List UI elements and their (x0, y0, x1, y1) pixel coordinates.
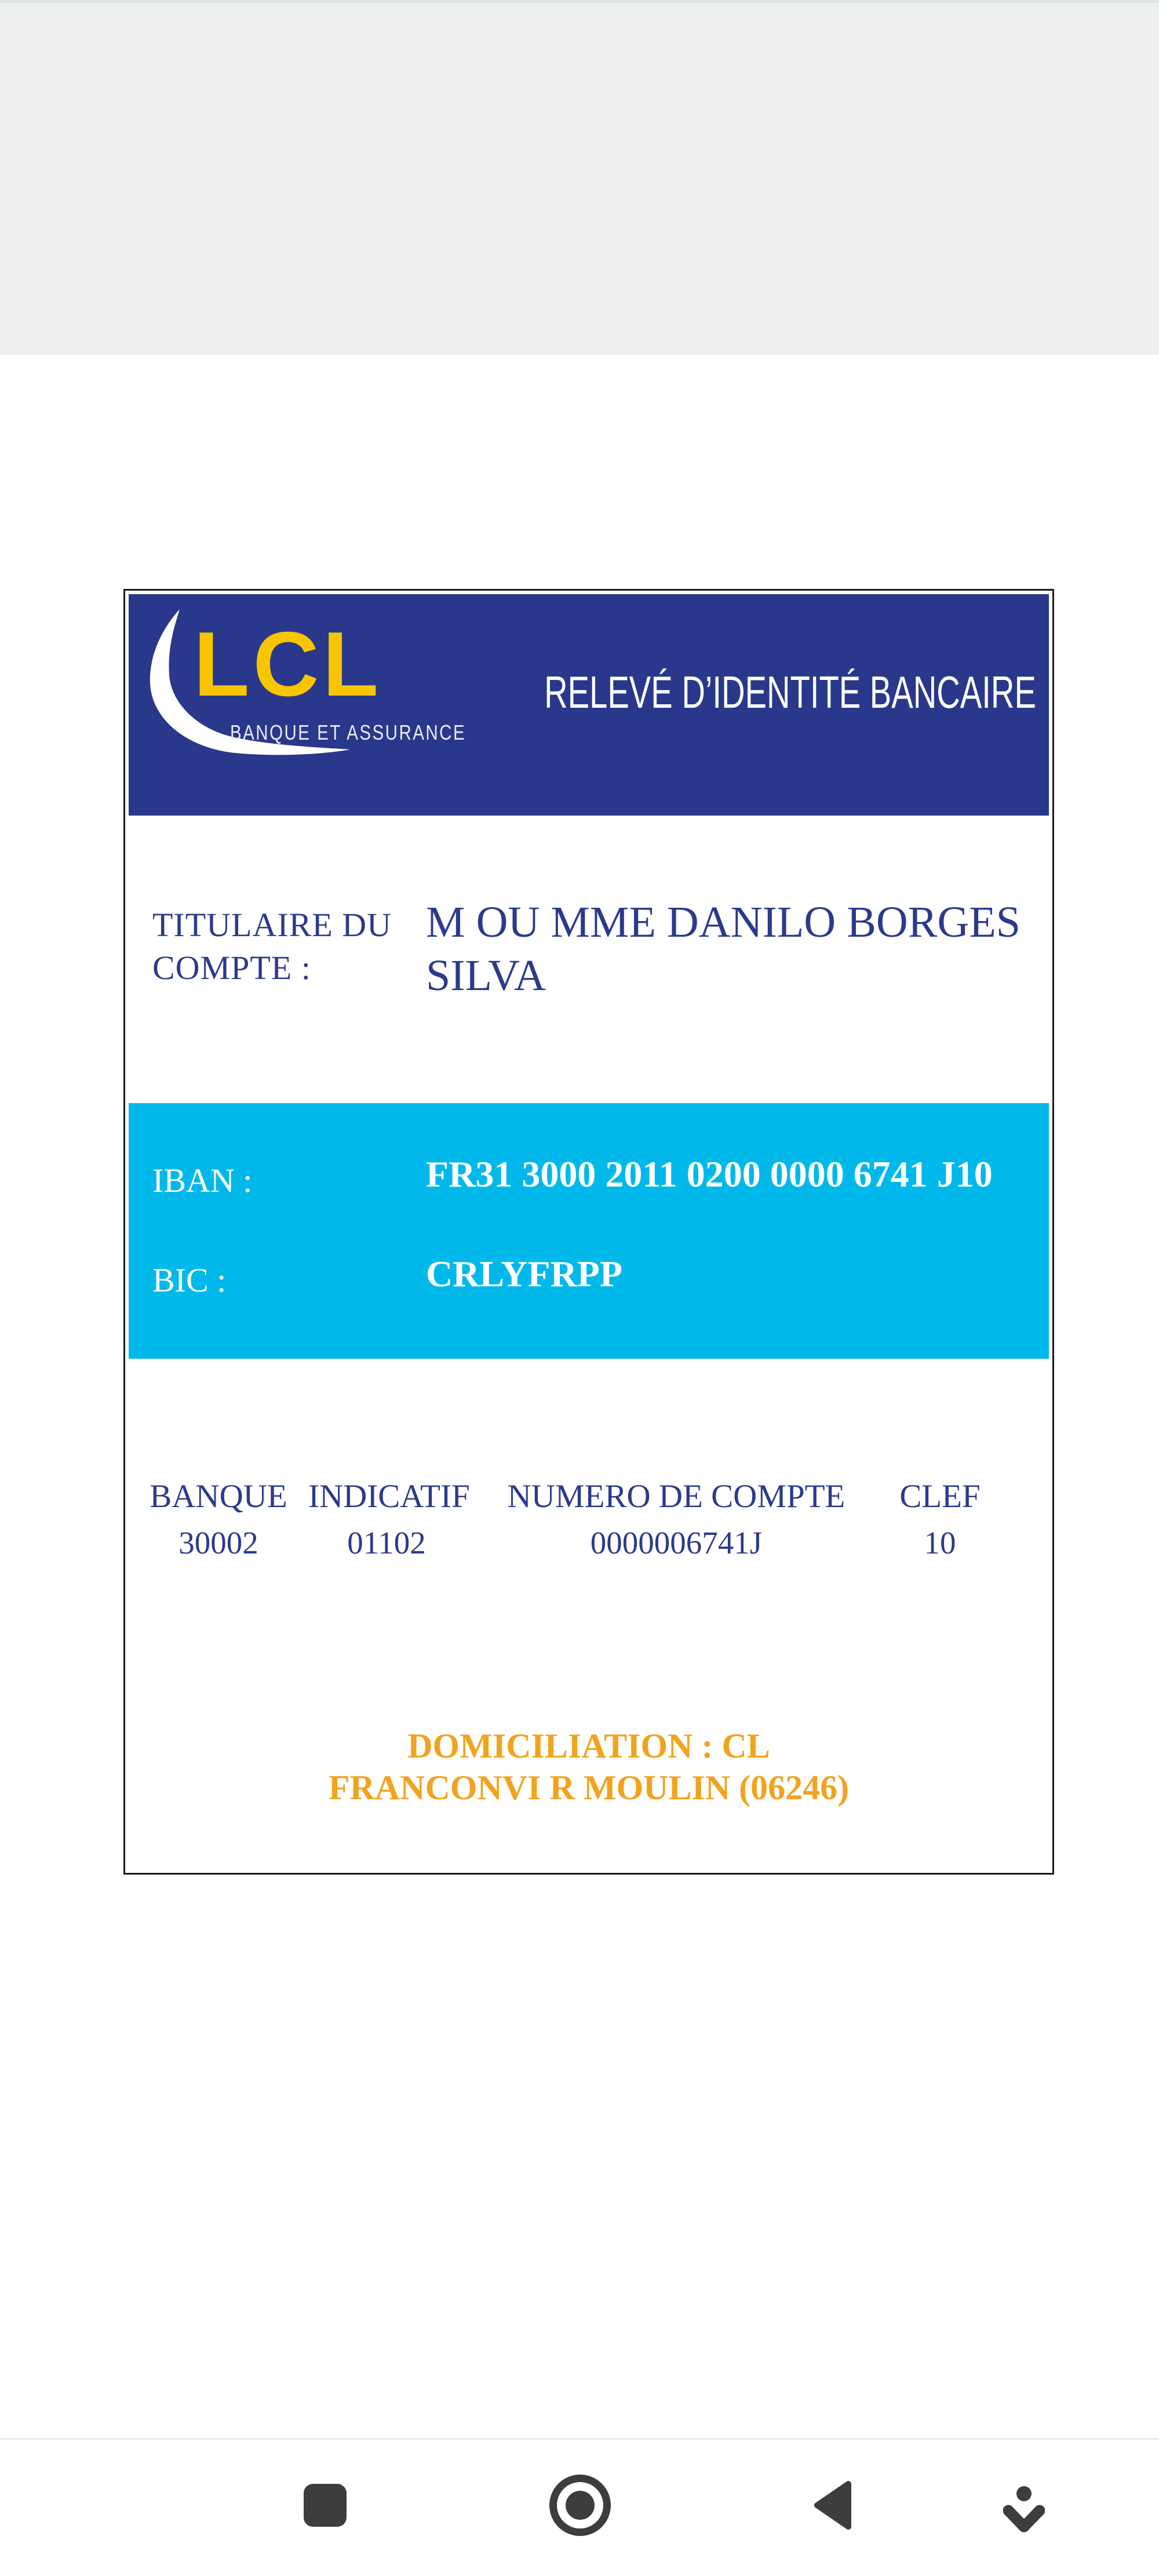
status-area (0, 0, 1159, 355)
account-numbers-section (129, 1359, 1049, 1869)
col-header-indicatif: INDICATIF (308, 1478, 470, 1515)
lcl-tagline: BANQUE ET ASSURANCE (230, 721, 466, 744)
domiciliation: DOMICILIATION : CL FRANCONVI R MOULIN (06246) (328, 1727, 850, 1807)
rib-document-card (123, 589, 1054, 1875)
home-dot-icon (566, 2491, 595, 2520)
value-banque: 30002 (178, 1525, 258, 1560)
back-triangle-icon[interactable] (812, 2479, 853, 2531)
col-header-clef: CLEF (899, 1478, 981, 1515)
value-indicatif: 01102 (347, 1525, 426, 1560)
android-nav-bar (0, 2438, 1159, 2576)
account-table (129, 1478, 1049, 1561)
home-circle-icon[interactable] (549, 2475, 611, 2536)
iban-value: FR31 3000 2011 0200 0000 6741 J10 (426, 1154, 993, 1195)
recents-square-icon[interactable] (304, 2484, 347, 2527)
account-holder-section (129, 816, 1049, 1103)
iban-section (129, 1103, 1049, 1359)
bic-label: BIC : (152, 1261, 227, 1299)
iban-label: IBAN : (152, 1162, 253, 1199)
col-header-banque: BANQUE (150, 1478, 287, 1515)
lcl-logo: LCL (194, 613, 382, 715)
document-title: RELEVÉ D’IDENTITÉ BANCAIRE (544, 667, 1036, 718)
holder-label: TITULAIRE DU COMPTE : (152, 906, 392, 987)
bic-value: CRLYFRPP (426, 1253, 622, 1294)
value-numero: 0000006741J (590, 1525, 763, 1560)
holder-name: M OU MME DANILO BORGES SILVA (426, 898, 1021, 1000)
value-clef: 10 (924, 1525, 956, 1560)
card-header (129, 594, 1049, 816)
col-header-numero: NUMERO DE COMPTE (507, 1478, 845, 1515)
collapse-chevron-icon[interactable] (1003, 2485, 1045, 2534)
